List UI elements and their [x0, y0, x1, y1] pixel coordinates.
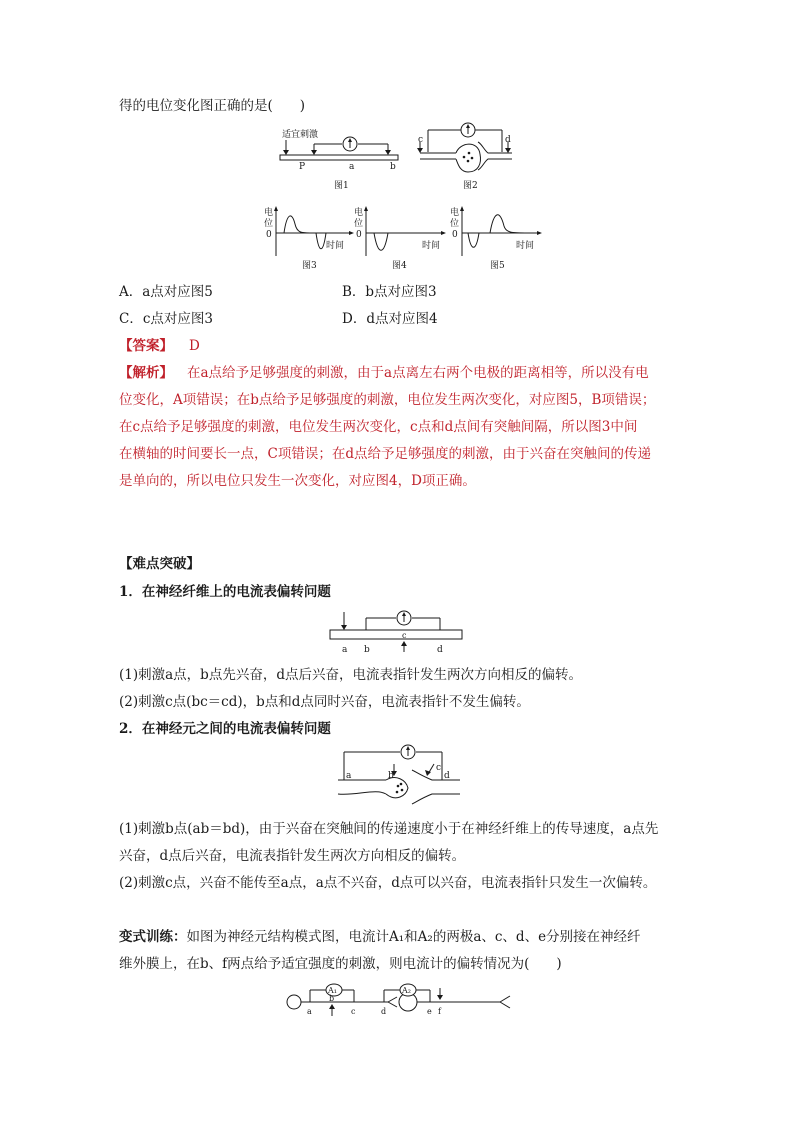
- point2-figure: [336, 744, 466, 804]
- point2-item-1: (1)刺激b点(ab＝bd)，由于兴奋在突触间的传递速度小于在神经纤维上的传导速度，a点先: [119, 821, 659, 837]
- svg-text:c: c: [402, 631, 407, 640]
- svg-text:c: c: [436, 763, 442, 773]
- svg-text:电: 电: [450, 208, 460, 218]
- svg-text:图3: 图3: [302, 261, 317, 271]
- svg-text:b: b: [329, 994, 335, 1003]
- graph-5: [450, 206, 542, 271]
- analysis-line-5: 是单向的，所以电位只发生一次变化，对应图4，D项正确。: [119, 473, 476, 489]
- svg-text:0: 0: [452, 230, 458, 240]
- option-d[interactable]: D．d点对应图4: [342, 311, 438, 327]
- svg-text:a: a: [346, 771, 352, 781]
- svg-text:b: b: [388, 771, 394, 781]
- svg-text:位: 位: [264, 219, 274, 229]
- fig2-caption: 图2: [463, 181, 478, 191]
- analysis-line-1: 【解析】 在a点给予足够强度的刺激，由于a点离左右两个电极的距离相等，所以没有电: [119, 365, 649, 381]
- graph-3: [264, 206, 354, 271]
- analysis-line-2: 位变化，A项错误；在b点给予足够强度的刺激，电位发生两次变化，对应图5，B项错误；: [119, 392, 656, 408]
- fig1-stim-label: 适宜刺激: [282, 130, 319, 140]
- option-b[interactable]: B．b点对应图3: [342, 284, 437, 300]
- fig1-label-a: a: [349, 162, 355, 172]
- figure-1: [276, 126, 406, 196]
- svg-text:电: 电: [354, 208, 364, 218]
- answer-line: [119, 336, 200, 356]
- svg-text:图5: 图5: [490, 261, 505, 271]
- svg-text:f: f: [438, 1007, 441, 1016]
- point2-item-3: (2)刺激c点，兴奋不能传至a点，a点不兴奋，d点可以兴奋，电流表指针只发生一次偏转。: [119, 875, 657, 891]
- svg-text:a: a: [342, 645, 348, 655]
- figure-2: [416, 120, 516, 196]
- section-title: 【难点突破】: [119, 556, 200, 572]
- svg-text:b: b: [364, 645, 370, 655]
- fig1-caption: 图1: [334, 181, 349, 191]
- svg-text:A₁: A₁: [328, 986, 337, 995]
- svg-text:A₂: A₂: [402, 986, 411, 995]
- analysis-line-4: 在横轴的时间要长一点，C项错误；在d点给予足够强度的刺激，由于兴奋在突触间的传递: [119, 446, 651, 462]
- svg-text:0: 0: [356, 230, 362, 240]
- svg-text:d: d: [381, 1007, 387, 1016]
- point1-item-2: (2)刺激c点(bc＝cd)，b点和d点同时兴奋，电流表指针不发生偏转。: [119, 694, 530, 710]
- exercise-figure: [284, 980, 514, 1020]
- exercise-line-1: 变式训练：如图为神经元结构模式图，电流计A₁和A₂的两极a、c、d、e分别接在神经纤: [119, 929, 641, 945]
- analysis-line-3: 在c点给予足够强度的刺激，电位发生两次变化，c点和d点间有突触间隔，所以图3中间: [119, 419, 638, 435]
- potential-graphs: [262, 204, 552, 274]
- svg-text:时间: 时间: [326, 241, 345, 251]
- svg-text:a: a: [307, 1007, 312, 1016]
- svg-text:时间: 时间: [516, 241, 535, 251]
- svg-text:e: e: [427, 1007, 432, 1016]
- point2-item-2: 兴奋，d点后兴奋，电流表指针发生两次方向相反的偏转。: [119, 848, 466, 864]
- point1-figure: [326, 608, 466, 658]
- fig1-label-b: b: [390, 162, 396, 172]
- point2-title: 2．在神经元之间的电流表偏转问题: [119, 721, 331, 737]
- answer-value: D: [189, 338, 200, 354]
- graph-4: [354, 206, 446, 271]
- svg-text:图4: 图4: [392, 261, 407, 271]
- svg-text:位: 位: [450, 219, 460, 229]
- svg-text:时间: 时间: [422, 241, 441, 251]
- fig1-label-p: P: [299, 162, 306, 172]
- point1-title: 1．在神经纤维上的电流表偏转问题: [119, 584, 331, 600]
- svg-text:电: 电: [264, 208, 274, 218]
- option-a[interactable]: A．a点对应图5: [119, 284, 213, 300]
- question-stem: 得的电位变化图正确的是( ): [119, 98, 306, 114]
- analysis-tag: 【解析】: [119, 365, 173, 381]
- fig2-label-d: d: [505, 135, 511, 145]
- exercise-line-2: 维外膜上，在b、f两点给予适宜强度的刺激，则电流计的偏转情况为( ): [119, 956, 562, 972]
- svg-text:0: 0: [266, 230, 272, 240]
- option-c[interactable]: C．c点对应图3: [119, 311, 213, 327]
- fig2-label-c: c: [418, 135, 424, 145]
- svg-text:d: d: [437, 645, 443, 655]
- svg-text:d: d: [444, 771, 450, 781]
- exercise-tag: 变式训练：: [119, 929, 187, 945]
- answer-tag: 【答案】: [119, 338, 173, 354]
- svg-text:c: c: [351, 1007, 356, 1016]
- point1-item-1: (1)刺激a点，b点先兴奋，d点后兴奋，电流表指针发生两次方向相反的偏转。: [119, 667, 582, 683]
- svg-text:位: 位: [354, 219, 364, 229]
